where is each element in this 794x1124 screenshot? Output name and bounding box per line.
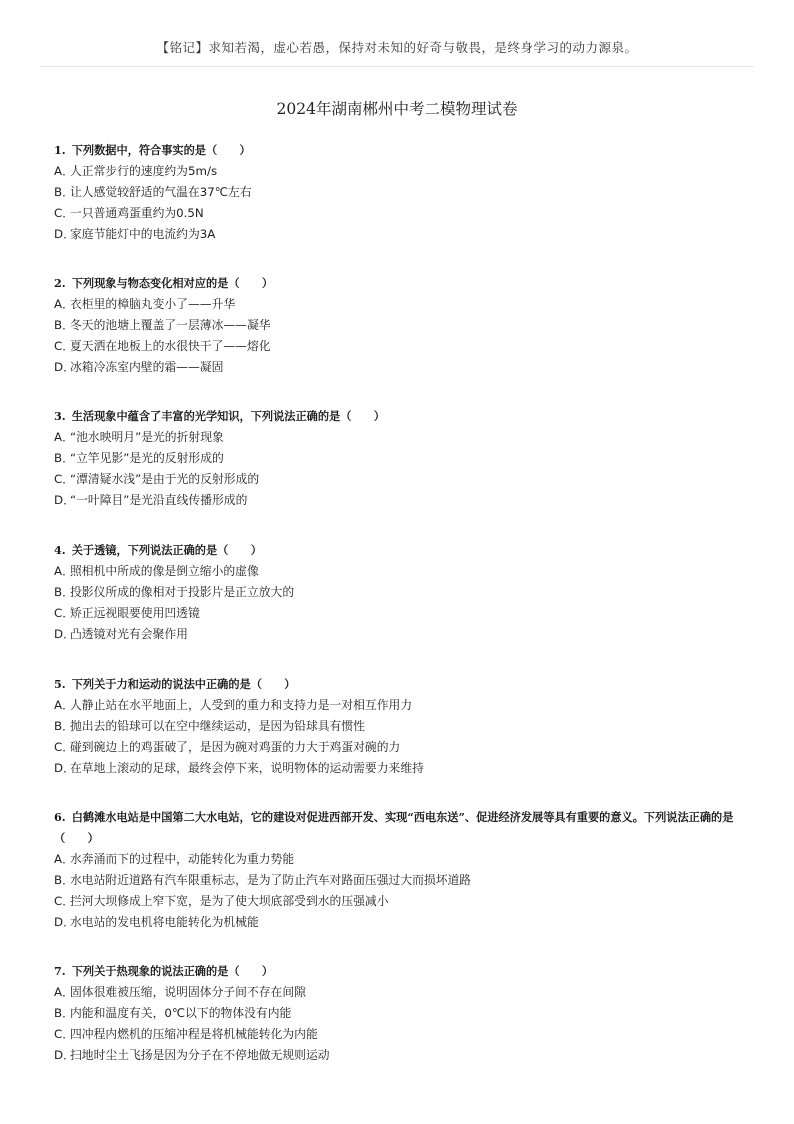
option-letter: A．: [54, 564, 74, 578]
option-c: [54, 603, 744, 624]
option-letter: D．: [54, 761, 75, 775]
option-text: 抛出去的铅球可以在空中继续运动，是因为铅球具有惯性: [70, 719, 365, 733]
option-text: 固体很难被压缩，说明固体分子间不存在间隙: [70, 985, 306, 999]
option-b: [54, 1003, 744, 1024]
question-number: 7.: [54, 964, 66, 978]
option-text: 四冲程内燃机的压缩冲程是将机械能转化为内能: [70, 1027, 318, 1041]
option-letter: B．: [54, 1006, 74, 1020]
option-text: 人正常步行的速度约为5m/s: [70, 164, 218, 178]
option-letter: B．: [54, 719, 74, 733]
option-a: [54, 161, 744, 182]
option-letter: C．: [54, 606, 75, 620]
option-letter: A．: [54, 985, 74, 999]
option-text: 拦河大坝修成上窄下宽，是为了使大坝底部受到水的压强减小: [70, 894, 389, 908]
option-text: 夏天洒在地板上的水很快干了——熔化: [70, 339, 271, 353]
option-letter: C．: [54, 472, 75, 486]
question-text: 下列现象与物态变化相对应的是（ ）: [71, 276, 274, 290]
option-letter: C．: [54, 339, 75, 353]
option-text: 水电站的发电机将电能转化为机械能: [70, 915, 259, 929]
option-d: [54, 357, 744, 378]
option-text: 凸透镜对光有会聚作用: [70, 627, 188, 641]
option-letter: D．: [54, 227, 75, 241]
option-d: [54, 912, 744, 933]
option-text: “潭清疑水浅”是由于光的反射形成的: [70, 472, 260, 486]
question-stem: [54, 674, 744, 695]
option-text: 冬天的池塘上覆盖了一层薄冰——凝华: [70, 318, 271, 332]
option-text: 碰到碗边上的鸡蛋破了，是因为碗对鸡蛋的力大于鸡蛋对碗的力: [70, 740, 401, 754]
question-4: [54, 540, 744, 645]
option-text: “一叶障目”是光沿直线传播形成的: [70, 493, 248, 507]
option-text: 内能和温度有关，0℃以下的物体没有内能: [70, 1006, 292, 1020]
question-2: [54, 273, 744, 378]
option-text: 在草地上滚动的足球，最终会停下来，说明物体的运动需要力来维持: [70, 761, 424, 775]
option-letter: B．: [54, 873, 74, 887]
question-text: 关于透镜，下列说法正确的是（ ）: [71, 543, 262, 557]
question-number: 5.: [54, 677, 66, 691]
question-5: [54, 674, 744, 779]
option-b: [54, 182, 744, 203]
option-letter: B．: [54, 451, 74, 465]
question-stem: [54, 540, 744, 561]
option-text: 投影仪所成的像相对于投影片是正立放大的: [70, 585, 295, 599]
option-letter: B．: [54, 585, 74, 599]
option-text: 人静止站在水平地面上，人受到的重力和支持力是一对相互作用力: [70, 698, 413, 712]
question-stem: [54, 273, 744, 294]
question-number: 1.: [54, 143, 66, 157]
question-stem: [54, 961, 744, 982]
question-text: 生活现象中蕴含了丰富的光学知识，下列说法正确的是（ ）: [71, 409, 385, 423]
option-letter: D．: [54, 627, 75, 641]
option-c: [54, 203, 744, 224]
question-7: [54, 961, 744, 1066]
question-3: [54, 406, 744, 511]
option-letter: D．: [54, 493, 75, 507]
option-d: [54, 490, 744, 511]
option-a: [54, 695, 744, 716]
option-b: [54, 716, 744, 737]
option-letter: A．: [54, 698, 74, 712]
header-divider: [40, 66, 754, 67]
option-d: [54, 1045, 744, 1066]
question-stem: [54, 807, 744, 849]
option-text: 照相机中所成的像是倒立缩小的虚像: [70, 564, 259, 578]
option-c: [54, 469, 744, 490]
question-number: 6.: [54, 810, 66, 824]
question-text: 下列关于力和运动的说法中正确的是（ ）: [71, 677, 296, 691]
option-a: [54, 427, 744, 448]
option-c: [54, 891, 744, 912]
question-stem: [54, 406, 744, 427]
question-number: 4.: [54, 543, 66, 557]
option-d: [54, 758, 744, 779]
option-b: [54, 870, 744, 891]
question-number: 2.: [54, 276, 66, 290]
option-letter: A．: [54, 164, 74, 178]
option-letter: D．: [54, 1048, 75, 1062]
option-d: [54, 224, 744, 245]
option-letter: C．: [54, 894, 75, 908]
option-a: [54, 982, 744, 1003]
option-letter: A．: [54, 852, 74, 866]
page-title: 2024年湖南郴州中考二模物理试卷: [276, 100, 518, 118]
option-text: 衣柜里的樟脑丸变小了——升华: [70, 297, 236, 311]
option-b: [54, 582, 744, 603]
question-stem: [54, 140, 744, 161]
option-text: 家庭节能灯中的电流约为3A: [70, 227, 216, 241]
question-number: 3.: [54, 409, 66, 423]
option-letter: A．: [54, 297, 74, 311]
option-letter: A．: [54, 430, 74, 444]
option-a: [54, 561, 744, 582]
option-text: 让人感觉较舒适的气温在37℃左右: [70, 185, 252, 199]
option-c: [54, 336, 744, 357]
option-b: [54, 315, 744, 336]
option-text: 水电站附近道路有汽车限重标志，是为了防止汽车对路面压强过大而损坏道路: [70, 873, 472, 887]
option-a: [54, 294, 744, 315]
option-text: 水奔涌而下的过程中，动能转化为重力势能: [70, 852, 295, 866]
option-letter: C．: [54, 1027, 75, 1041]
option-text: “立竿见影”是光的反射形成的: [70, 451, 224, 465]
question-1: [54, 140, 744, 245]
option-b: [54, 448, 744, 469]
question-text: 下列数据中，符合事实的是（ ）: [71, 143, 251, 157]
option-d: [54, 624, 744, 645]
header-motto: 【铭记】求知若渴，虚心若愚，保持对未知的好奇与敬畏，是终身学习的动力源泉。: [156, 40, 638, 55]
option-text: 扫地时尘土飞扬是因为分子在不停地做无规则运动: [70, 1048, 330, 1062]
option-c: [54, 1024, 744, 1045]
option-text: 矫正远视眼要使用凹透镜: [70, 606, 200, 620]
question-text: 下列关于热现象的说法正确的是（ ）: [71, 964, 274, 978]
question-6: [54, 807, 744, 933]
option-a: [54, 849, 744, 870]
option-text: 一只普通鸡蛋重约为0.5N: [70, 206, 204, 220]
option-letter: C．: [54, 740, 75, 754]
option-letter: B．: [54, 318, 74, 332]
question-text: 白鹤滩水电站是中国第二大水电站，它的建设对促进西部开发、实现“西电东送”、促进经济发展等具有重要的意义。下列说法正确的是（ ）: [54, 810, 734, 845]
option-letter: B．: [54, 185, 74, 199]
option-letter: D．: [54, 360, 75, 374]
option-text: 冰箱冷冻室内壁的霜——凝固: [70, 360, 224, 374]
option-letter: D．: [54, 915, 75, 929]
option-c: [54, 737, 744, 758]
option-letter: C．: [54, 206, 75, 220]
option-text: “池水映明月”是光的折射现象: [70, 430, 224, 444]
